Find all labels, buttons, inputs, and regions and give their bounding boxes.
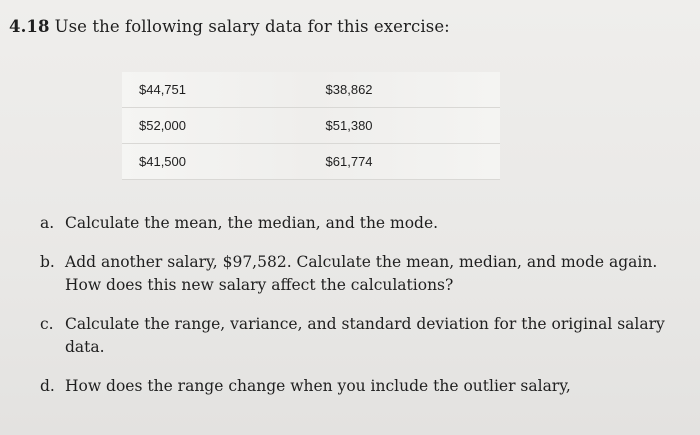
table-row xyxy=(122,108,500,144)
question-text: Calculate the mean, the median, and the mode. xyxy=(65,214,439,232)
exercise-header xyxy=(9,17,450,36)
question-letter: d. xyxy=(40,377,55,395)
question-d xyxy=(40,375,680,398)
exercise-prompt: Use the following salary data for this exercise: xyxy=(54,17,450,36)
salary-cell: $41,500 xyxy=(122,144,303,180)
question-list xyxy=(40,212,680,398)
question-text: Add another salary, $97,582. Calculate the mean, median, and mode again. How does this new salary affect the calculations? xyxy=(65,253,658,294)
salary-cell: $44,751 xyxy=(122,72,303,108)
question-b xyxy=(40,251,680,297)
question-text: Calculate the range, variance, and standard deviation for the original salary data. xyxy=(65,315,665,356)
table-row xyxy=(122,72,500,108)
exercise-number: 4.18 xyxy=(9,17,50,36)
question-a xyxy=(40,212,680,235)
salary-cell: $61,774 xyxy=(303,144,500,180)
question-letter: a. xyxy=(40,214,55,232)
salary-cell: $38,862 xyxy=(303,72,500,108)
salary-cell: $51,380 xyxy=(303,108,500,144)
question-letter: c. xyxy=(40,315,54,333)
question-text: How does the range change when you include the outlier salary, xyxy=(65,377,571,395)
question-letter: b. xyxy=(40,253,55,271)
salary-table xyxy=(122,72,500,180)
question-c xyxy=(40,313,680,359)
salary-cell: $52,000 xyxy=(122,108,303,144)
table-row xyxy=(122,144,500,180)
